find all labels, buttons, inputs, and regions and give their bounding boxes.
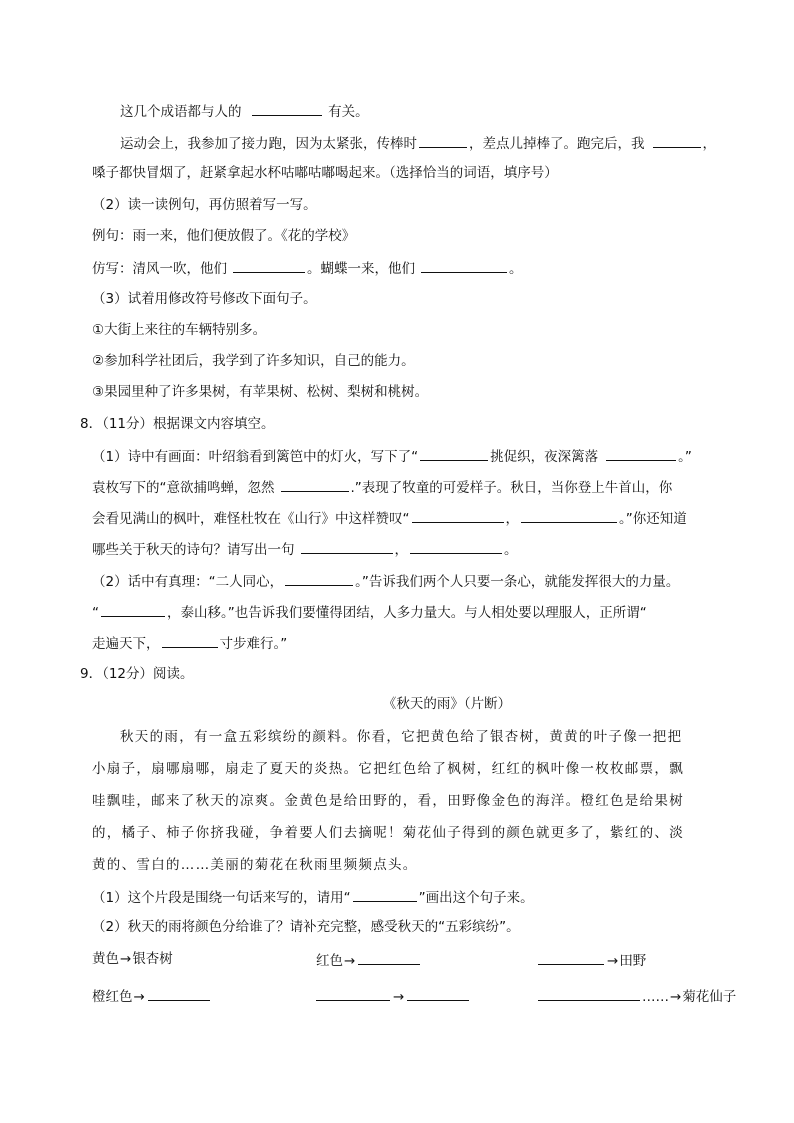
- text: “: [92, 605, 99, 621]
- text: ，: [394, 542, 408, 558]
- blank[interactable]: [419, 133, 467, 148]
- text: 。: [509, 261, 523, 277]
- text: 嗓子都快冒烟了，赶紧拿起水杯咕嘟咕嘟喝起来。（选择恰当的词语，填序号）: [92, 165, 558, 181]
- passage-line-1: 秋天的雨，有一盒五彩缤纷的颜料。你看，它把黄色给了银杏树，黄黄的叶子像一把把: [120, 729, 683, 745]
- blank[interactable]: [233, 258, 305, 273]
- text: 田野: [619, 953, 647, 969]
- text: 黄色: [92, 951, 119, 967]
- passage-title: 《秋天的雨》（片断）: [382, 696, 512, 712]
- text: 运动会上，我参加了接力跑，因为太紧张，传棒时: [120, 136, 417, 152]
- arrow-icon: →: [393, 989, 405, 1005]
- blank[interactable]: [358, 950, 420, 965]
- blank[interactable]: [252, 101, 322, 116]
- passage-line-4: 的，橘子、柿子你挤我碰，争着要人们去摘呢！菊花仙子得到的颜色就更多了，紫红的、淡: [92, 825, 684, 841]
- map-golden: [538, 950, 646, 970]
- text: ，: [505, 511, 519, 527]
- text: 银杏树: [132, 951, 173, 967]
- blank[interactable]: [301, 539, 393, 554]
- blank[interactable]: [521, 508, 617, 523]
- sentence-1: ①大街上来往的车辆特别多。: [92, 322, 267, 338]
- arrow-icon: →: [133, 989, 145, 1005]
- q9-sub1: [92, 887, 534, 907]
- idiom-line: [120, 101, 369, 121]
- blank[interactable]: [420, 446, 488, 461]
- blank[interactable]: [410, 539, 502, 554]
- text: 袁枚写下的“意欲捕鸣蝉，忽然: [92, 480, 275, 496]
- blank[interactable]: [285, 571, 353, 586]
- blank[interactable]: [353, 887, 417, 902]
- text: ”画出这个句子来。: [418, 890, 534, 906]
- text: ，泰山移。”也告诉我们要懂得团结，人多力量大。与人相处要以理服人，正所谓“: [167, 605, 647, 621]
- blank[interactable]: [281, 477, 349, 492]
- passage-line-2: 小扇子，扇哪扇哪，扇走了夏天的炎热。它把红色给了枫树，红红的枫叶像一枚枚邮票，飘: [92, 761, 684, 777]
- passage-line-5: 黄的、雪白的……美丽的菊花在秋雨里频频点头。: [92, 857, 418, 873]
- arrow-icon: →: [344, 953, 356, 969]
- blank[interactable]: [653, 133, 701, 148]
- relay-line-1: [120, 133, 716, 153]
- blank[interactable]: [162, 633, 218, 648]
- relay-line-2: [92, 164, 558, 182]
- text: 。”: [678, 449, 692, 465]
- arrow-icon: →: [120, 951, 132, 967]
- map-yellow: [92, 950, 173, 968]
- text: 红色: [316, 953, 343, 969]
- blank[interactable]: [606, 446, 676, 461]
- text: 菊花仙子: [682, 989, 737, 1005]
- text: 。”告诉我们两个人只要一条心，就能发挥很大的力量。: [355, 574, 680, 590]
- imitate-line: [92, 258, 523, 278]
- sentence-2: ②参加科学社团后，我学到了许多知识，自己的能力。: [92, 353, 415, 369]
- text: .”表现了牧童的可爱样子。秋日，当你登上牛首山，你: [350, 480, 673, 496]
- text: （1）这个片段是围绕一句话来写的，请用“: [92, 890, 351, 906]
- text: 。: [504, 542, 518, 558]
- ellipsis: ……: [642, 989, 669, 1005]
- text: 仿写：清风一吹，他们: [92, 261, 227, 277]
- blank[interactable]: [148, 986, 210, 1001]
- text: （2）话中有真理：“二人同心，: [92, 574, 284, 590]
- map-chrysanthemum: [538, 986, 736, 1006]
- text: 。”你还知道: [619, 511, 687, 527]
- map-red: [316, 950, 422, 970]
- q8-p1-line-1: [92, 446, 692, 466]
- q8-p2-line-2: [92, 602, 647, 622]
- sub3-heading: （3）试着用修改符号修改下面句子。: [92, 291, 317, 307]
- text: （1）诗中有画面：叶绍翁看到篱笆中的灯火，写下了“: [92, 449, 419, 465]
- text: 橙红色: [92, 989, 133, 1005]
- example-sentence: 例句：雨一来，他们便放假了。《花的学校》: [92, 228, 356, 244]
- sub2-heading: （2）读一读例句，再仿照着写一写。: [92, 197, 317, 213]
- text: 。蝴蝶一来，他们: [307, 261, 415, 277]
- blank[interactable]: [421, 258, 507, 273]
- text: 挑促织，夜深篱落: [490, 449, 599, 465]
- q9-sub2: （2）秋天的雨将颜色分给谁了？请补充完整，感受秋天的“五彩缤纷”。: [92, 919, 520, 935]
- text: ，: [702, 136, 716, 152]
- map-orange: [92, 986, 212, 1006]
- text: 哪些关于秋天的诗句？请写出一句: [92, 542, 295, 558]
- blank[interactable]: [407, 986, 469, 1001]
- text: ，差点儿掉棒了。跑完后，我: [469, 136, 645, 152]
- blank[interactable]: [538, 986, 640, 1001]
- blank[interactable]: [538, 950, 604, 965]
- q8-p2-line-1: [92, 571, 679, 591]
- q9-heading: 9．（12分）阅读。: [80, 666, 194, 682]
- q8-heading: 8．（11分）根据课文内容填空。: [80, 416, 275, 432]
- blank[interactable]: [101, 602, 165, 617]
- sentence-3: ③果园里种了许多果树，有苹果树、松树、梨树和桃树。: [92, 384, 429, 400]
- q8-p1-line-4: [92, 539, 518, 559]
- blank[interactable]: [316, 986, 390, 1001]
- map-blank-pair: [316, 986, 471, 1006]
- q8-p1-line-2: [92, 477, 672, 497]
- arrow-icon: →: [607, 953, 619, 969]
- q8-p2-line-3: [92, 633, 287, 653]
- idiom-line-end: 有关。: [328, 104, 369, 120]
- blank[interactable]: [412, 508, 504, 523]
- text: 走遍天下，: [92, 636, 160, 652]
- idiom-line-text: 这几个成语都与人的: [120, 104, 242, 120]
- q8-p1-line-3: [92, 508, 687, 528]
- text: 寸步难行。”: [219, 636, 288, 652]
- text: 会看见满山的枫叶，难怪杜牧在《山行》中这样赞叹“: [92, 511, 410, 527]
- arrow-icon: →: [670, 989, 682, 1005]
- passage-line-3: 哇飘哇，邮来了秋天的凉爽。金黄色是给田野的，看，田野像金色的海洋。橙红色是给果树: [92, 793, 684, 809]
